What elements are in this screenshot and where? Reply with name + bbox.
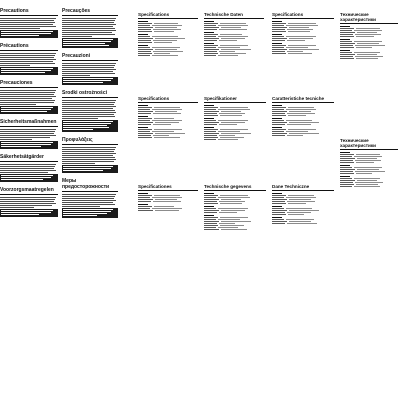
section-heading: Меры предосторожности [62, 178, 118, 192]
warning-box [0, 67, 58, 75]
section-heading: Sicherheitsmaßnahmen [0, 119, 57, 125]
spec-heading: Specifications [138, 96, 198, 103]
section-heading: Precauzioni [62, 53, 118, 61]
warning-box [0, 106, 58, 114]
warning-box [0, 141, 58, 149]
spec-table [340, 12, 398, 60]
warning-box [62, 208, 118, 218]
warning-box [0, 174, 58, 182]
section-heading: Προφυλάξεις [62, 137, 118, 145]
spec-heading: Технические характеристики [340, 12, 398, 24]
spec-heading: Specifications [272, 12, 334, 19]
section-heading: Precauciones [0, 80, 58, 88]
section-heading: Précautions [0, 43, 58, 51]
spec-heading: Dane Techniczne [272, 184, 334, 191]
spec-table [204, 12, 264, 57]
section-heading: Precauções [62, 8, 118, 16]
warning-box [0, 209, 58, 217]
section-heading: Środki ostrożności [62, 90, 118, 98]
spec-heading: Технические характеристики [340, 138, 398, 150]
spec-heading: Specifications [138, 12, 198, 19]
spec-table [138, 96, 198, 139]
section-heading: Precautions [0, 8, 58, 16]
spec-heading: Technische Daten [204, 12, 264, 19]
spec-table [272, 12, 334, 55]
spec-table [204, 96, 266, 141]
section-heading: Säkerhetsåtgärder [0, 154, 58, 162]
spec-table [340, 138, 398, 188]
warning-box [0, 30, 58, 38]
spec-heading: Technische gegevens [204, 184, 266, 191]
precautions-column-2 [62, 8, 118, 220]
spec-table [272, 96, 334, 137]
spec-table [272, 184, 334, 225]
warning-box [62, 120, 118, 132]
warning-box [62, 165, 118, 173]
precautions-column-1 [0, 8, 58, 219]
spec-table [204, 184, 266, 231]
spec-heading: Specificationes [138, 184, 198, 191]
section-heading: Voorzorgsmaatregelen [0, 187, 58, 195]
spec-heading: Specifikationer [204, 96, 266, 103]
spec-table [138, 12, 198, 57]
warning-box [62, 38, 118, 48]
spec-table [138, 184, 198, 212]
spec-heading: Caratteristiche tecniche [272, 96, 334, 103]
warning-box [62, 77, 118, 85]
